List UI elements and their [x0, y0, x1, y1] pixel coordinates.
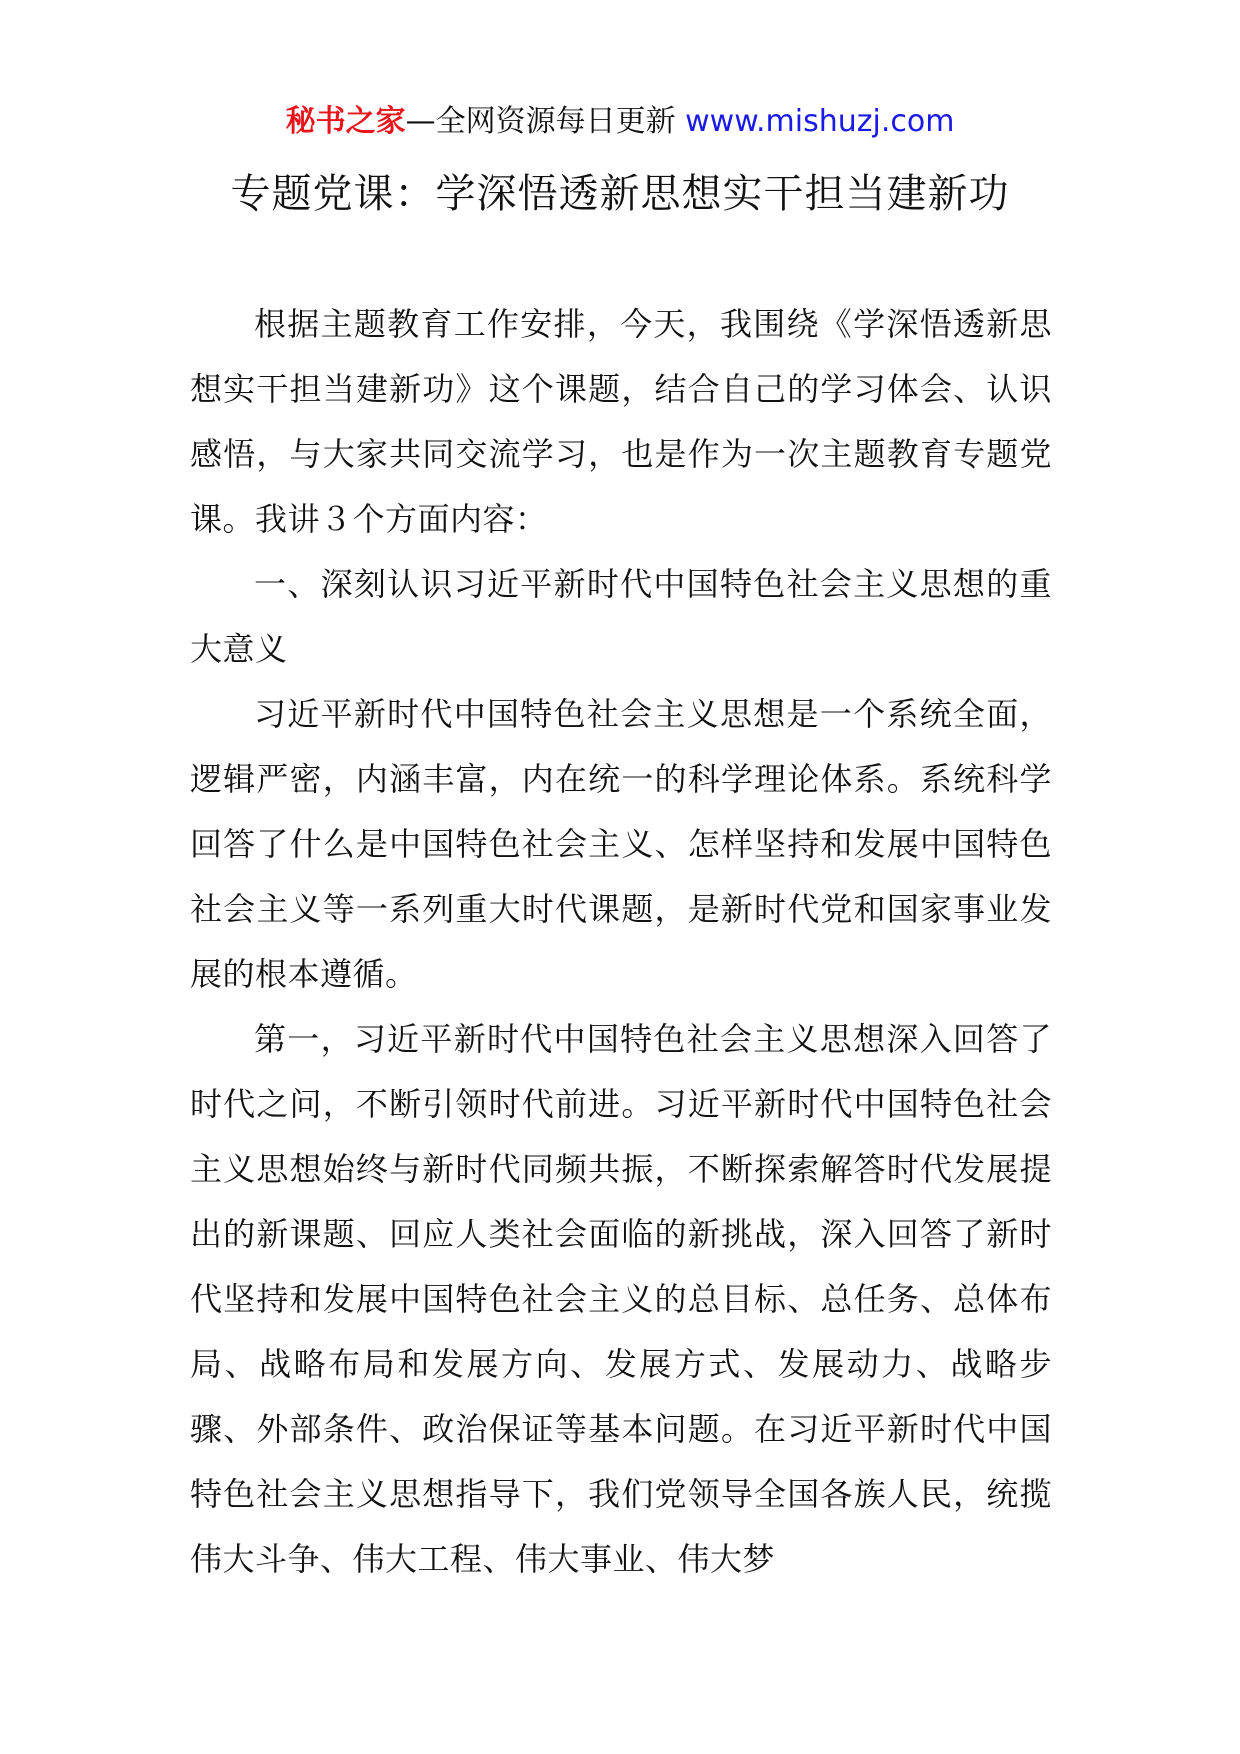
- paragraph-overview: 习近平新时代中国特色社会主义思想是一个系统全面，逻辑严密，内涵丰富，内在统一的科学理论体系。系统科学回答了什么是中国特色社会主义、怎样坚持和发展中国特色社会主义等一系列重大时代课题，是新时代党和国家事业发展的根本遵循。: [190, 695, 1052, 993]
- site-header: [0, 100, 1240, 144]
- paragraph-intro: 根据主题教育工作安排，今天，我围绕《学深悟透新思想实干担当建新功》这个课题，结合自己的学习体会、认识感悟，与大家共同交流学习，也是作为一次主题教育专题党课。我讲３个方面内容：: [190, 305, 1052, 538]
- site-url-link[interactable]: www.mishuzj.com: [685, 104, 955, 139]
- section-heading-1: 一、深刻认识习近平新时代中国特色社会主义思想的重大意义: [190, 565, 1052, 668]
- brand-name: 秘书之家: [285, 104, 406, 139]
- paragraph-first-point: 第一，习近平新时代中国特色社会主义思想深入回答了时代之问，不断引领时代前进。习近平新时代中国特色社会主义思想始终与新时代同频共振，不断探索解答时代发展提出的新课题、回应人类社会面临的新挑战，深入回答了新时代坚持和发展中国特色社会主义的总目标、总任务、总体布局、战略布局和发展方向、发展方式、发展动力、战略步骤、外部条件、政治保证等基本问题。在习近平新时代中国特色社会主义思想指导下，我们党领导全国各族人民，统揽伟大斗争、伟大工程、伟大事业、伟大梦: [190, 1020, 1052, 1578]
- document-body: [190, 292, 1052, 1592]
- document-title: 专题党课：学深悟透新思想实干担当建新功: [230, 171, 1010, 217]
- header-tagline: —全网资源每日更新: [405, 104, 686, 139]
